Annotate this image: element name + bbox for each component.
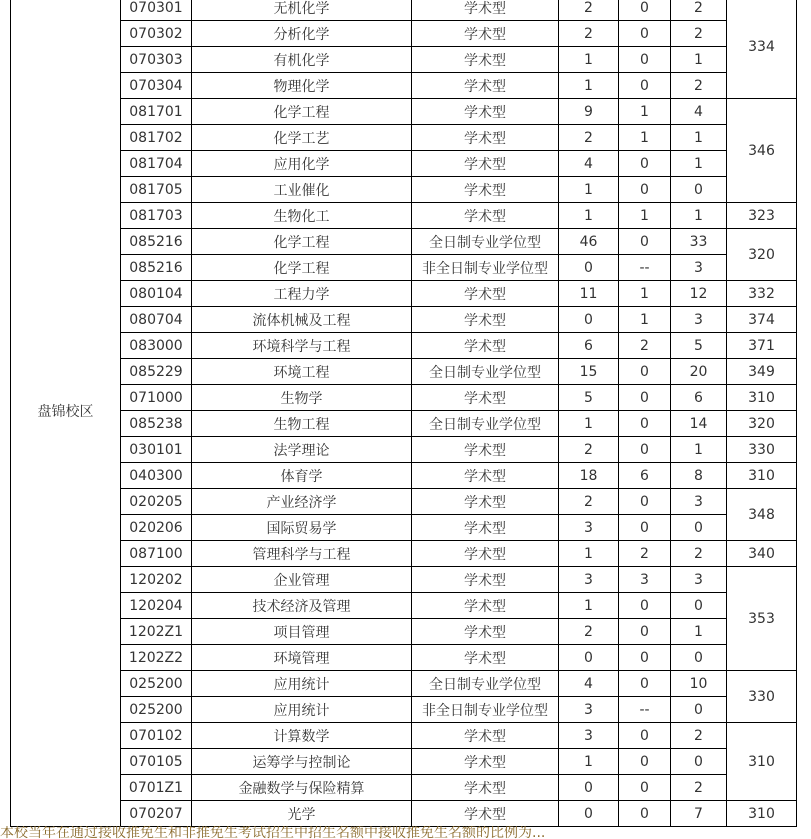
table-row <box>11 645 797 671</box>
major-code-cell: 120204 <box>121 593 192 619</box>
major-name-cell: 化学工程 <box>192 255 412 281</box>
table-row <box>11 697 797 723</box>
count-c-cell: 3 <box>671 567 727 593</box>
min-score-cell: 349 <box>727 359 797 385</box>
major-name-cell: 光学 <box>192 801 412 827</box>
degree-type-cell: 学术型 <box>412 723 559 749</box>
major-name-cell: 技术经济及管理 <box>192 593 412 619</box>
degree-type-cell: 全日制专业学位型 <box>412 411 559 437</box>
table-row <box>11 229 797 255</box>
table-row <box>11 47 797 73</box>
count-b-cell: 3 <box>619 567 671 593</box>
count-b-cell: 0 <box>619 593 671 619</box>
major-code-cell: 083000 <box>121 333 192 359</box>
table-row <box>11 619 797 645</box>
count-b-cell: 0 <box>619 489 671 515</box>
min-score-cell: 374 <box>727 307 797 333</box>
major-code-cell: 081701 <box>121 99 192 125</box>
major-code-cell: 070302 <box>121 21 192 47</box>
min-score-cell: 310 <box>727 723 797 801</box>
count-c-cell: 10 <box>671 671 727 697</box>
major-code-cell: 070301 <box>121 0 192 21</box>
count-b-cell: 0 <box>619 749 671 775</box>
count-c-cell: 1 <box>671 47 727 73</box>
count-b-cell: 1 <box>619 203 671 229</box>
count-c-cell: 1 <box>671 437 727 463</box>
table-row <box>11 593 797 619</box>
degree-type-cell: 非全日制专业学位型 <box>412 697 559 723</box>
major-name-cell: 环境科学与工程 <box>192 333 412 359</box>
count-c-cell: 2 <box>671 73 727 99</box>
degree-type-cell: 学术型 <box>412 73 559 99</box>
table-row <box>11 125 797 151</box>
major-code-cell: 070304 <box>121 73 192 99</box>
major-name-cell: 无机化学 <box>192 0 412 21</box>
major-code-cell: 025200 <box>121 697 192 723</box>
table-row <box>11 775 797 801</box>
degree-type-cell: 学术型 <box>412 463 559 489</box>
degree-type-cell: 学术型 <box>412 515 559 541</box>
table-row <box>11 73 797 99</box>
count-a-cell: 1 <box>559 411 619 437</box>
count-c-cell: 0 <box>671 515 727 541</box>
count-a-cell: 1 <box>559 541 619 567</box>
major-code-cell: 081704 <box>121 151 192 177</box>
count-c-cell: 1 <box>671 203 727 229</box>
count-b-cell: 0 <box>619 73 671 99</box>
count-b-cell: 0 <box>619 21 671 47</box>
count-b-cell: 0 <box>619 801 671 827</box>
count-a-cell: 0 <box>559 645 619 671</box>
count-b-cell: 0 <box>619 385 671 411</box>
count-b-cell: 0 <box>619 359 671 385</box>
count-a-cell: 0 <box>559 801 619 827</box>
major-code-cell: 070303 <box>121 47 192 73</box>
major-name-cell: 物理化学 <box>192 73 412 99</box>
table-row <box>11 21 797 47</box>
table-row <box>11 99 797 125</box>
major-code-cell: 085216 <box>121 255 192 281</box>
major-name-cell: 流体机械及工程 <box>192 307 412 333</box>
major-code-cell: 080104 <box>121 281 192 307</box>
degree-type-cell: 全日制专业学位型 <box>412 359 559 385</box>
count-c-cell: 0 <box>671 749 727 775</box>
count-a-cell: 6 <box>559 333 619 359</box>
major-name-cell: 计算数学 <box>192 723 412 749</box>
count-b-cell: 0 <box>619 723 671 749</box>
count-c-cell: 3 <box>671 307 727 333</box>
count-c-cell: 2 <box>671 21 727 47</box>
count-c-cell: 0 <box>671 177 727 203</box>
count-b-cell: 6 <box>619 463 671 489</box>
count-c-cell: 1 <box>671 125 727 151</box>
count-a-cell: 2 <box>559 619 619 645</box>
table-row <box>11 515 797 541</box>
major-name-cell: 应用统计 <box>192 671 412 697</box>
table-row <box>11 801 797 827</box>
count-b-cell: 0 <box>619 229 671 255</box>
table-row <box>11 255 797 281</box>
count-c-cell: 4 <box>671 99 727 125</box>
count-a-cell: 0 <box>559 255 619 281</box>
count-b-cell: 2 <box>619 333 671 359</box>
degree-type-cell: 全日制专业学位型 <box>412 671 559 697</box>
count-b-cell: -- <box>619 697 671 723</box>
count-b-cell: 0 <box>619 411 671 437</box>
major-code-cell: 070105 <box>121 749 192 775</box>
degree-type-cell: 学术型 <box>412 489 559 515</box>
degree-type-cell: 学术型 <box>412 437 559 463</box>
min-score-cell: 323 <box>727 203 797 229</box>
count-a-cell: 4 <box>559 671 619 697</box>
count-c-cell: 2 <box>671 775 727 801</box>
count-a-cell: 1 <box>559 73 619 99</box>
count-c-cell: 12 <box>671 281 727 307</box>
min-score-cell: 346 <box>727 99 797 203</box>
count-c-cell: 3 <box>671 255 727 281</box>
count-c-cell: 0 <box>671 593 727 619</box>
count-a-cell: 0 <box>559 307 619 333</box>
count-b-cell: 0 <box>619 47 671 73</box>
degree-type-cell: 学术型 <box>412 385 559 411</box>
major-name-cell: 生物化工 <box>192 203 412 229</box>
major-code-cell: 120202 <box>121 567 192 593</box>
count-b-cell: 0 <box>619 437 671 463</box>
count-b-cell: 0 <box>619 619 671 645</box>
degree-type-cell: 学术型 <box>412 307 559 333</box>
count-a-cell: 15 <box>559 359 619 385</box>
count-c-cell: 33 <box>671 229 727 255</box>
count-c-cell: 2 <box>671 723 727 749</box>
degree-type-cell: 全日制专业学位型 <box>412 229 559 255</box>
count-a-cell: 18 <box>559 463 619 489</box>
major-name-cell: 产业经济学 <box>192 489 412 515</box>
count-a-cell: 2 <box>559 125 619 151</box>
major-code-cell: 020206 <box>121 515 192 541</box>
table-row <box>11 359 797 385</box>
degree-type-cell: 学术型 <box>412 775 559 801</box>
major-code-cell: 085229 <box>121 359 192 385</box>
table-row <box>11 437 797 463</box>
min-score-cell: 340 <box>727 541 797 567</box>
count-b-cell: 0 <box>619 645 671 671</box>
count-b-cell: 0 <box>619 177 671 203</box>
min-score-cell: 348 <box>727 489 797 541</box>
table-row <box>11 489 797 515</box>
table-row <box>11 671 797 697</box>
count-a-cell: 1 <box>559 47 619 73</box>
count-b-cell: 0 <box>619 515 671 541</box>
major-code-cell: 070102 <box>121 723 192 749</box>
count-c-cell: 14 <box>671 411 727 437</box>
major-code-cell: 087100 <box>121 541 192 567</box>
count-a-cell: 2 <box>559 21 619 47</box>
major-name-cell: 金融数学与保险精算 <box>192 775 412 801</box>
major-code-cell: 1202Z2 <box>121 645 192 671</box>
count-c-cell: 8 <box>671 463 727 489</box>
count-b-cell: -- <box>619 255 671 281</box>
table-row <box>11 177 797 203</box>
major-name-cell: 生物工程 <box>192 411 412 437</box>
count-b-cell: 1 <box>619 307 671 333</box>
table-row <box>11 281 797 307</box>
min-score-cell: 320 <box>727 229 797 281</box>
table-row <box>11 463 797 489</box>
count-a-cell: 3 <box>559 697 619 723</box>
major-name-cell: 化学工程 <box>192 229 412 255</box>
major-code-cell: 040300 <box>121 463 192 489</box>
degree-type-cell: 学术型 <box>412 47 559 73</box>
count-c-cell: 0 <box>671 697 727 723</box>
degree-type-cell: 学术型 <box>412 0 559 21</box>
major-name-cell: 应用化学 <box>192 151 412 177</box>
degree-type-cell: 学术型 <box>412 541 559 567</box>
table-row <box>11 151 797 177</box>
count-a-cell: 46 <box>559 229 619 255</box>
table-row <box>11 411 797 437</box>
table-body <box>11 0 797 827</box>
major-name-cell: 项目管理 <box>192 619 412 645</box>
degree-type-cell: 学术型 <box>412 593 559 619</box>
major-code-cell: 0701Z1 <box>121 775 192 801</box>
major-name-cell: 化学工程 <box>192 99 412 125</box>
degree-type-cell: 学术型 <box>412 333 559 359</box>
major-code-cell: 085216 <box>121 229 192 255</box>
major-code-cell: 1202Z1 <box>121 619 192 645</box>
table-row <box>11 203 797 229</box>
major-code-cell: 025200 <box>121 671 192 697</box>
table-row <box>11 541 797 567</box>
count-b-cell: 2 <box>619 541 671 567</box>
count-b-cell: 0 <box>619 671 671 697</box>
major-name-cell: 国际贸易学 <box>192 515 412 541</box>
major-name-cell: 生物学 <box>192 385 412 411</box>
major-name-cell: 环境管理 <box>192 645 412 671</box>
count-c-cell: 1 <box>671 619 727 645</box>
major-name-cell: 工程力学 <box>192 281 412 307</box>
count-b-cell: 1 <box>619 281 671 307</box>
major-code-cell: 081702 <box>121 125 192 151</box>
count-a-cell: 3 <box>559 515 619 541</box>
major-code-cell: 081703 <box>121 203 192 229</box>
count-a-cell: 3 <box>559 723 619 749</box>
count-a-cell: 2 <box>559 489 619 515</box>
major-name-cell: 分析化学 <box>192 21 412 47</box>
table-row <box>11 333 797 359</box>
count-c-cell: 5 <box>671 333 727 359</box>
count-a-cell: 4 <box>559 151 619 177</box>
count-c-cell: 0 <box>671 645 727 671</box>
major-name-cell: 化学工艺 <box>192 125 412 151</box>
major-name-cell: 企业管理 <box>192 567 412 593</box>
major-name-cell: 应用统计 <box>192 697 412 723</box>
count-a-cell: 1 <box>559 203 619 229</box>
count-a-cell: 9 <box>559 99 619 125</box>
min-score-cell: 310 <box>727 385 797 411</box>
major-code-cell: 085238 <box>121 411 192 437</box>
degree-type-cell: 学术型 <box>412 801 559 827</box>
count-c-cell: 6 <box>671 385 727 411</box>
degree-type-cell: 学术型 <box>412 151 559 177</box>
count-a-cell: 0 <box>559 775 619 801</box>
major-name-cell: 有机化学 <box>192 47 412 73</box>
min-score-cell: 353 <box>727 567 797 671</box>
degree-type-cell: 学术型 <box>412 645 559 671</box>
degree-type-cell: 学术型 <box>412 177 559 203</box>
table-row <box>11 0 797 21</box>
footer-text-cut: 本校当年在通过接收推免生和非推免生考试招生中招生名额中接收推免生名额的比例为... <box>0 826 546 839</box>
min-score-cell: 371 <box>727 333 797 359</box>
degree-type-cell: 学术型 <box>412 21 559 47</box>
degree-type-cell: 学术型 <box>412 281 559 307</box>
count-a-cell: 5 <box>559 385 619 411</box>
count-b-cell: 0 <box>619 0 671 21</box>
table-row <box>11 567 797 593</box>
major-name-cell: 运筹学与控制论 <box>192 749 412 775</box>
count-a-cell: 1 <box>559 593 619 619</box>
major-code-cell: 071000 <box>121 385 192 411</box>
min-score-cell: 310 <box>727 801 797 827</box>
major-code-cell: 080704 <box>121 307 192 333</box>
major-code-cell: 070207 <box>121 801 192 827</box>
count-b-cell: 1 <box>619 125 671 151</box>
count-a-cell: 3 <box>559 567 619 593</box>
table-row <box>11 385 797 411</box>
major-code-cell: 030101 <box>121 437 192 463</box>
degree-type-cell: 学术型 <box>412 125 559 151</box>
admission-score-table <box>10 0 797 827</box>
count-c-cell: 3 <box>671 489 727 515</box>
min-score-cell: 330 <box>727 671 797 723</box>
major-name-cell: 法学理论 <box>192 437 412 463</box>
table-row <box>11 723 797 749</box>
degree-type-cell: 学术型 <box>412 619 559 645</box>
degree-type-cell: 非全日制专业学位型 <box>412 255 559 281</box>
count-a-cell: 1 <box>559 749 619 775</box>
count-c-cell: 7 <box>671 801 727 827</box>
count-c-cell: 2 <box>671 0 727 21</box>
major-name-cell: 管理科学与工程 <box>192 541 412 567</box>
count-c-cell: 2 <box>671 541 727 567</box>
count-a-cell: 2 <box>559 437 619 463</box>
major-code-cell: 081705 <box>121 177 192 203</box>
major-code-cell: 020205 <box>121 489 192 515</box>
count-b-cell: 0 <box>619 151 671 177</box>
count-b-cell: 1 <box>619 99 671 125</box>
count-b-cell: 0 <box>619 775 671 801</box>
min-score-cell: 310 <box>727 463 797 489</box>
min-score-cell: 320 <box>727 411 797 437</box>
count-c-cell: 20 <box>671 359 727 385</box>
count-a-cell: 2 <box>559 0 619 21</box>
major-name-cell: 体育学 <box>192 463 412 489</box>
min-score-cell: 332 <box>727 281 797 307</box>
major-name-cell: 环境工程 <box>192 359 412 385</box>
campus-cell: 盘锦校区 <box>11 0 121 827</box>
count-a-cell: 11 <box>559 281 619 307</box>
degree-type-cell: 学术型 <box>412 203 559 229</box>
degree-type-cell: 学术型 <box>412 99 559 125</box>
major-name-cell: 工业催化 <box>192 177 412 203</box>
min-score-cell: 330 <box>727 437 797 463</box>
table-row <box>11 307 797 333</box>
count-a-cell: 1 <box>559 177 619 203</box>
degree-type-cell: 学术型 <box>412 567 559 593</box>
min-score-cell: 334 <box>727 0 797 99</box>
degree-type-cell: 学术型 <box>412 749 559 775</box>
table-row <box>11 749 797 775</box>
count-c-cell: 1 <box>671 151 727 177</box>
